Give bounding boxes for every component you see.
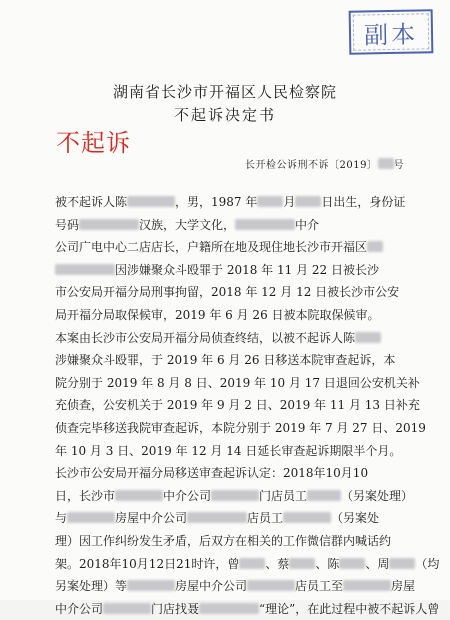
text-segment: 中介公司 (55, 601, 104, 616)
text-segment: 、陈 (315, 556, 340, 571)
text-segment: 店员工至 (295, 579, 344, 594)
text-segment: 门店找聂 (151, 601, 200, 616)
body-line: 涉嫌聚众斗殴罪，于 2019 年 6 月 26 日移送本院审查起诉，本 (55, 353, 396, 368)
text-segment: 中介 (295, 217, 320, 232)
text-segment: 汉族，大学文化， (139, 217, 236, 232)
body-line: 年 10 月 3 日、2019 年 12 月 14 日延长审查起诉期限半个月。 (55, 443, 402, 458)
body-line: 院分别于 2019 年 8 月 8 日、2019 年 10 月 17 日退回公安机关补 (55, 375, 420, 390)
document-number-text: 长开检公诉刑不诉〔2019〕 (245, 160, 378, 171)
text-segment: 房屋中介公司 (175, 579, 248, 594)
body-line (55, 236, 395, 259)
text-segment: 、蔡 (265, 556, 290, 571)
body-line (55, 327, 395, 350)
text-segment: 日，长沙市 (55, 488, 116, 503)
text-segment: 本案由长沙市公安局开福分局侦查终结，以被不起诉人陈 (55, 330, 356, 345)
redaction-mark (199, 603, 259, 614)
redaction-mark (127, 196, 175, 207)
text-segment: （另案处理） (341, 488, 414, 503)
redaction-mark (55, 264, 115, 275)
body-line (55, 214, 395, 237)
text-segment: 房屋中介公司 (115, 511, 188, 526)
text-segment: 因涉嫌聚众斗殴罪于 2018 年 11 月 22 日被长沙 (115, 262, 379, 277)
redaction-mark (307, 490, 341, 501)
text-segment: 店员工 (247, 511, 284, 526)
redaction-mark (79, 219, 139, 230)
body-line (55, 191, 406, 214)
text-segment: 月 (283, 195, 296, 209)
text-segment: 日出生，身份证 (321, 195, 406, 209)
redaction-mark (295, 196, 321, 207)
text-segment: 另案处理）等 (55, 579, 128, 594)
redaction-mark (247, 580, 295, 591)
body-line: 局开福分局取保候审，2019 年 6 月 26 日被本院取保候审。 (55, 307, 380, 322)
body-line (55, 598, 440, 620)
redaction-mark (235, 219, 295, 230)
body-line: 市公安局开福分局刑事拘留，2018 年 12 月 12 日被长沙市公安 (55, 285, 400, 300)
redaction-mark (115, 490, 163, 501)
redaction-mark (211, 490, 259, 501)
stamp-text: 副本 (363, 20, 419, 49)
red-annotation: 不起诉 (56, 129, 131, 157)
body-line (55, 259, 395, 282)
redaction-mark (103, 603, 151, 614)
redaction-mark (339, 558, 365, 569)
body-line (55, 553, 440, 576)
redaction-mark (257, 196, 283, 207)
document-number (245, 156, 404, 171)
text-segment: 中介公司 (163, 488, 212, 503)
redaction-mark (389, 558, 415, 569)
duplicate-stamp (349, 9, 434, 54)
redaction-mark (367, 241, 383, 252)
text-segment: （另案处 (331, 511, 380, 526)
text-segment: 号码 (55, 217, 80, 232)
text-segment: 房屋 (391, 579, 416, 594)
redaction-mark (127, 580, 175, 591)
body-line (55, 485, 414, 508)
document-title: 不起诉决定书 (173, 106, 276, 124)
redaction-mark (283, 512, 331, 523)
redaction-mark (355, 332, 381, 343)
redaction-mark (239, 558, 265, 569)
body-line: 长沙市公安局开福分局移送审查起诉认定：2018年10月10 (55, 466, 369, 481)
text-segment: ，男，1987 年 (175, 195, 258, 209)
body-line: 充侦查，公安机关于 2019 年 9 月 2 日、2019 年 11 月 13 日补充 (55, 398, 420, 413)
body-line (55, 507, 395, 530)
body-line: 理）因工作纠纷发生矛盾，后双方在相关的工作微信群内喊话约 (55, 533, 392, 548)
redaction-mark (187, 512, 247, 523)
text-segment: 门店员工 (259, 488, 308, 503)
text-segment: “理论”，在此过程中被不起诉人曾 (259, 601, 440, 616)
text-segment: 架。2018年10月12日21时许，曾 (55, 556, 240, 571)
redaction-mark (343, 580, 391, 591)
body-line (55, 575, 416, 598)
redaction-mark (289, 558, 315, 569)
organization-name: 湖南省长沙市开福区人民检察院 (112, 83, 337, 101)
text-segment: 被不起诉人陈 (55, 195, 128, 209)
body-line: 侦查完毕移送我院审查起诉，本院分别于 2019 年 7 月 27 日、2019 (55, 420, 426, 435)
text-segment: （均 (415, 556, 440, 571)
document-body (55, 191, 440, 620)
redaction-mark (378, 158, 394, 169)
document-number-suffix: 号 (393, 160, 404, 171)
text-segment: 、周 (365, 556, 390, 571)
text-segment: 公司广电中心二店店长，户籍所在地及现住地长沙市开福区 (55, 240, 368, 255)
redaction-mark (67, 512, 115, 523)
text-segment: 与 (55, 511, 68, 526)
